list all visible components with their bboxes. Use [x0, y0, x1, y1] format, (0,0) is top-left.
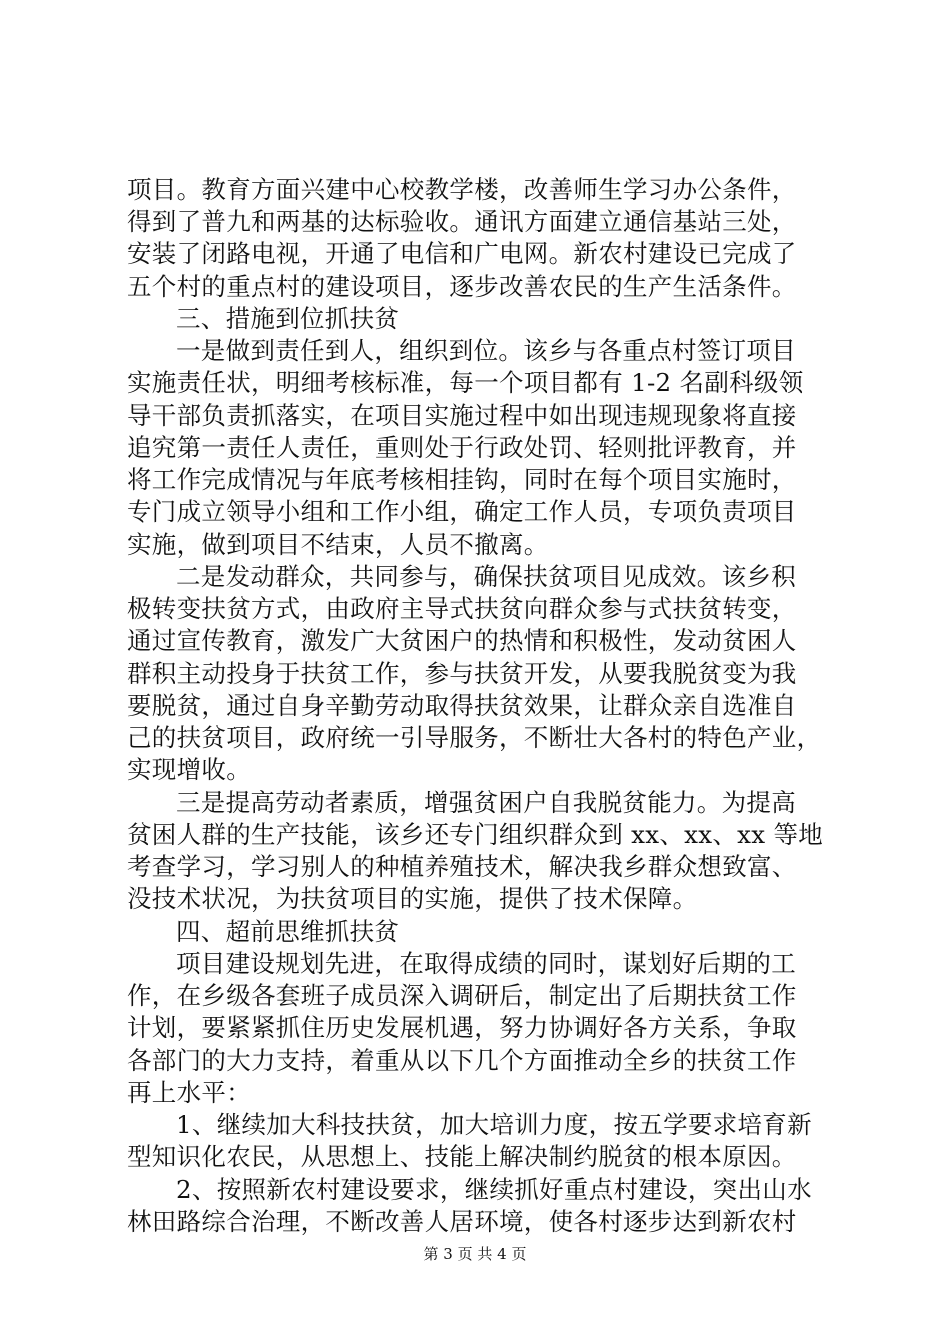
- body-text-line: 一是做到责任到人，组织到位。该乡与各重点村签订项目: [176, 336, 796, 366]
- body-text-line: 追究第一责任人责任，重则处于行政处罚、轻则批评教育，并: [127, 432, 797, 462]
- body-text-line: 安装了闭路电视，开通了电信和广电网。新农村建设已完成了: [127, 239, 797, 269]
- body-text-line: 导干部负责抓落实，在项目实施过程中如出现违规现象将直接: [127, 400, 797, 430]
- body-text-line: 计划，要紧紧抓住历史发展机遇，努力协调好各方关系，争取: [127, 1013, 797, 1043]
- body-text-line: 将工作完成情况与年底考核相挂钩，同时在每个项目实施时，: [127, 465, 797, 495]
- body-text-line: 作，在乡级各套班子成员深入调研后，制定出了后期扶贫工作: [127, 981, 797, 1011]
- body-text-line: 实施，做到项目不结束，人员不撤离。: [127, 529, 549, 559]
- body-text-line: 五个村的重点村的建设项目，逐步改善农民的生产生活条件。: [127, 271, 797, 301]
- section-heading: 三、措施到位抓扶贫: [176, 303, 400, 333]
- body-text-line: 己的扶贫项目，政府统一引导服务，不断壮大各村的特色产业，: [127, 723, 822, 753]
- body-text-line: 没技术状况，为扶贫项目的实施，提供了技术保障。: [127, 884, 698, 914]
- body-text-line: 项目建设规划先进，在取得成绩的同时，谋划好后期的工: [176, 948, 796, 978]
- body-text-line: 实施责任状，明细考核标准，每一个项目都有 1-2 名副科级领: [127, 368, 804, 398]
- body-text-line: 群积主动投身于扶贫工作，参与扶贫开发，从要我脱贫变为我: [127, 658, 797, 688]
- body-text-line: 项目。教育方面兴建中心校教学楼，改善师生学习办公条件，: [127, 175, 797, 204]
- list-item-line: 型知识化农民，从思想上、技能上解决制约脱贫的根本原因。: [127, 1142, 797, 1172]
- body-text-line: 再上水平：: [127, 1077, 251, 1107]
- body-text-line: 极转变扶贫方式，由政府主导式扶贫向群众参与式扶贫转变，: [127, 594, 797, 624]
- list-item-line: 林田路综合治理，不断改善人居环境，使各村逐步达到新农村: [127, 1206, 797, 1236]
- body-text-line: 贫困人群的生产技能，该乡还专门组织群众到 xx、xx、xx 等地: [127, 819, 824, 849]
- body-text-line: 二是发动群众，共同参与，确保扶贫项目见成效。该乡积: [176, 561, 796, 591]
- body-text-line: 实现增收。: [127, 755, 251, 785]
- section-heading: 四、超前思维抓扶贫: [176, 916, 400, 946]
- body-text-line: 要脱贫，通过自身辛勤劳动取得扶贫效果，让群众亲自选准自: [127, 690, 797, 720]
- page-number-footer: 第 3 页 共 4 页: [423, 1245, 527, 1263]
- body-text-line: 三是提高劳动者素质，增强贫困户自我脱贫能力。为提高: [176, 787, 796, 817]
- body-text-line: 通过宣传教育，激发广大贫困户的热情和积极性，发动贫困人: [127, 626, 797, 656]
- list-item-line: 1、继续加大科技扶贫，加大培训力度，按五学要求培育新: [176, 1110, 812, 1140]
- list-item-line: 2、按照新农村建设要求，继续抓好重点村建设，突出山水: [176, 1174, 812, 1204]
- body-text-line: 得到了普九和两基的达标验收。通讯方面建立通信基站三处，: [127, 207, 797, 237]
- body-text-line: 各部门的大力支持，着重从以下几个方面推动全乡的扶贫工作: [127, 1045, 797, 1075]
- body-text-line: 专门成立领导小组和工作小组，确定工作人员，专项负责项目: [127, 497, 797, 527]
- body-text-line: 考查学习，学习别人的种植养殖技术，解决我乡群众想致富、: [127, 852, 797, 882]
